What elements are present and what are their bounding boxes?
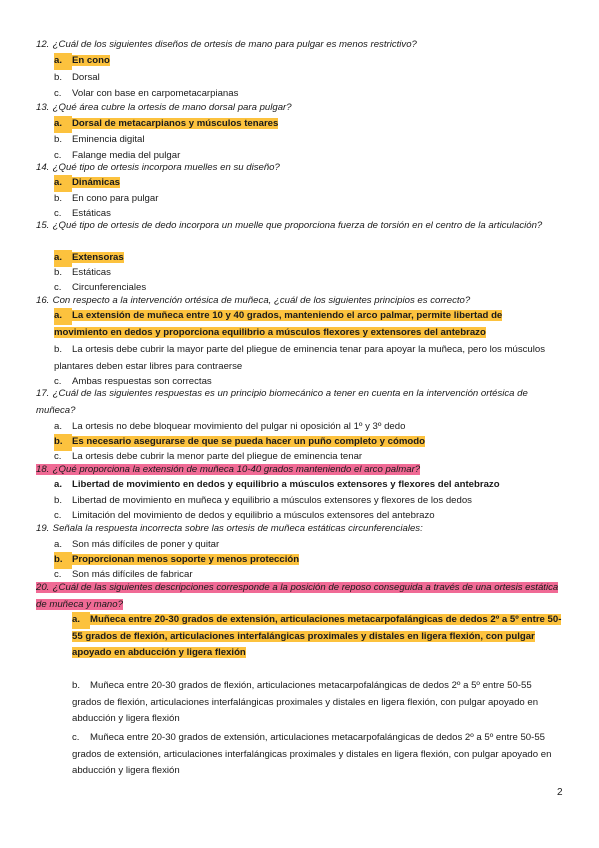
question-19: 19. Señala la respuesta incorrecta sobre las ortesis de muñeca estáticas circunferenciales: bbox=[36, 523, 423, 534]
question-text: Con respecto a la intervención ortésica de muñeca, ¿cuál de los siguientes principios es correcto? bbox=[52, 295, 471, 306]
page-number: 2 bbox=[557, 787, 563, 798]
question-16: 16. Con respecto a la intervención ortésica de muñeca, ¿cuál de los siguientes principios es correcto? bbox=[36, 295, 471, 306]
option-14a: a. Dinámicas bbox=[54, 175, 120, 192]
question-13: 13. ¿Qué área cubre la ortesis de mano dorsal para pulgar? bbox=[36, 102, 292, 113]
option-20b: b. Muñeca entre 20-30 grados de flexión, articulaciones metacarpofalángicas de dedos 2º a 5º entre 50-55 grados de flexión, articulaciones interfalángicas proximales y distales en ligera flexión, con pulgar apoyado en abducción y ligera flexión bbox=[72, 680, 539, 725]
question-text: Señala la respuesta incorrecta sobre las ortesis de muñeca estáticas circunferenciales: bbox=[52, 523, 423, 534]
option-13c: c. Falange media del pulgar bbox=[54, 150, 181, 161]
option-19c: c. Son más difíciles de fabricar bbox=[54, 569, 193, 580]
option-16b: b. La ortesis debe cubrir la mayor parte del pliegue de eminencia tenar para apoyar la muñeca, pero los músculos plantares deben estar libres para contraerse bbox=[54, 344, 546, 372]
question-text: ¿Qué tipo de ortesis de dedo incorpora un muelle que proporciona fuerza de torsión en el centro de la articulación? bbox=[52, 220, 543, 231]
option-18c: c. Limitación del movimiento de dedos y equilibrio a músculos extensores del antebrazo bbox=[54, 510, 435, 521]
option-14c: c. Estáticas bbox=[54, 208, 111, 219]
question-text: ¿Qué área cubre la ortesis de mano dorsal para pulgar? bbox=[52, 102, 292, 113]
option-13a: a. Dorsal de metacarpianos y músculos tenares bbox=[54, 116, 278, 133]
option-18a: a. Libertad de movimiento en dedos y equilibrio a músculos extensores y flexores del antebrazo bbox=[54, 479, 500, 490]
option-13b: b. Eminencia digital bbox=[54, 134, 145, 145]
question-20: 20. ¿Cuál de las siguientes descripciones corresponde a la posición de reposo conseguida a través de una ortesis estática de muñeca y mano? bbox=[36, 582, 559, 610]
option-17c: c. La ortesis debe cubrir la menor parte del pliegue de eminencia tenar bbox=[54, 451, 363, 462]
question-17: 17. ¿Cuál de las siguientes respuestas es un principio biomecánico a tener en cuenta en la intervención ortésica de muñeca? bbox=[36, 388, 528, 416]
question-text: ¿Cuál de las siguientes descripciones corresponde a la posición de reposo conseguida a través de una ortesis estática de muñeca y mano? bbox=[36, 582, 559, 610]
question-text: ¿Cuál de los siguientes diseños de ortesis de mano para pulgar es menos restrictivo? bbox=[52, 39, 417, 50]
option-19a: a. Son más difíciles de poner y quitar bbox=[54, 539, 220, 550]
option-15c: c. Circunferenciales bbox=[54, 282, 147, 293]
question-text: ¿Qué tipo de ortesis incorpora muelles en su diseño? bbox=[52, 162, 280, 173]
question-text: ¿Qué proporciona la extensión de muñeca 10-40 grados manteniendo el arco palmar? bbox=[52, 464, 421, 475]
option-16a: a. La extensión de muñeca entre 10 y 40 grados, manteniendo el arco palmar, permite libertad de movimiento en dedos y proporciona equilibrio a músculos flexores y extensores del antebrazo bbox=[54, 310, 503, 338]
option-20c: c. Muñeca entre 20-30 grados de extensión, articulaciones metacarpofalángicas de dedos 2º a 5º entre 50-55 grados de extensión, articulaciones interfalángicas proximales y distales en ligera flexión, con pulgar apoyado en abducción y ligera flexión bbox=[72, 732, 552, 777]
question-14: 14. ¿Qué tipo de ortesis incorpora muelles en su diseño? bbox=[36, 162, 280, 173]
option-17a: a. La ortesis no debe bloquear movimiento del pulgar ni oposición al 1º y 3º dedo bbox=[54, 421, 406, 432]
question-18: 18. ¿Qué proporciona la extensión de muñeca 10-40 grados manteniendo el arco palmar? bbox=[36, 464, 421, 475]
option-12c: c. Volar con base en carpometacarpianas bbox=[54, 88, 239, 99]
option-12a: a. En cono bbox=[54, 53, 110, 70]
option-15b: b. Estáticas bbox=[54, 267, 111, 278]
option-14b: b. En cono para pulgar bbox=[54, 193, 159, 204]
option-16c: c. Ambas respuestas son correctas bbox=[54, 376, 212, 387]
question-text: ¿Cuál de las siguientes respuestas es un principio biomecánico a tener en cuenta en la intervención ortésica de muñeca? bbox=[36, 388, 528, 416]
option-18b: b. Libertad de movimiento en muñeca y equilibrio a músculos extensores y flexores de los dedos bbox=[54, 495, 472, 506]
option-19b: b. Proporcionan menos soporte y menos protección bbox=[54, 552, 299, 569]
option-12b: b. Dorsal bbox=[54, 72, 100, 83]
question-12: 12. ¿Cuál de los siguientes diseños de ortesis de mano para pulgar es menos restrictivo? bbox=[36, 39, 417, 50]
option-15a: a. Extensoras bbox=[54, 250, 124, 267]
question-15: 15. ¿Qué tipo de ortesis de dedo incorpora un muelle que proporciona fuerza de torsión en el centro de la articulación? bbox=[36, 220, 543, 231]
option-17b: b. Es necesario asegurarse de que se pueda hacer un puño completo y cómodo bbox=[54, 434, 425, 451]
option-20a: a. Muñeca entre 20-30 grados de extensión, articulaciones metacarpofalángicas de dedos 2º a 5º entre 50-55 grados de flexión, articulaciones interfalángicas proximales y distales en ligera flexión, con pulgar apoyado en abducción y ligera flexión bbox=[72, 614, 562, 659]
